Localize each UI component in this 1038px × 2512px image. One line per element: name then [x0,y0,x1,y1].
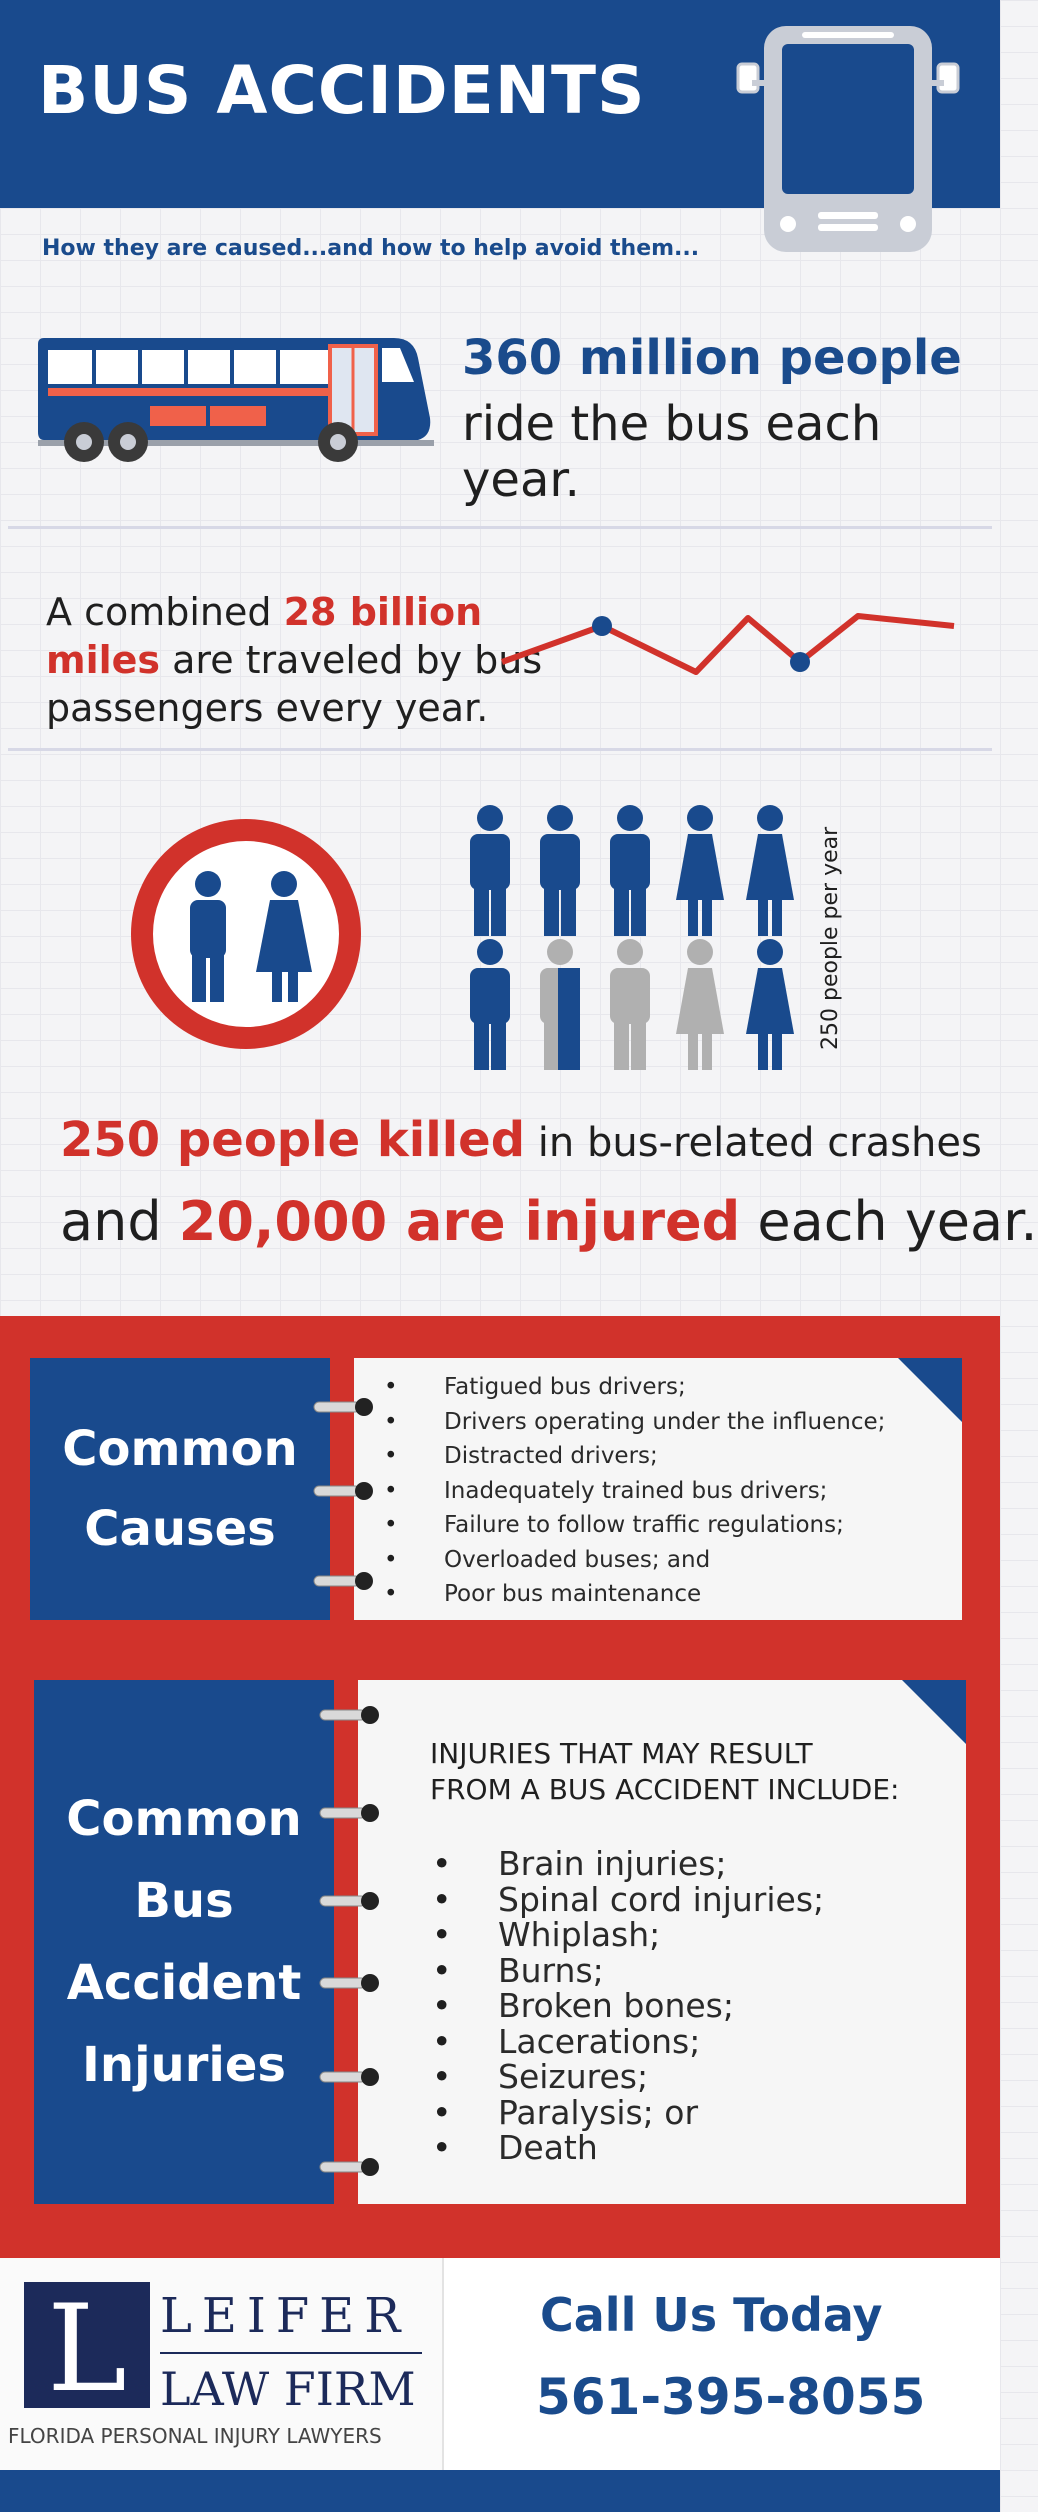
firm-name-2: LAW FIRM [160,2362,416,2416]
list-item: • Paralysis; or [498,2095,824,2131]
miles-highlight: 28 billion miles [46,590,483,682]
list-item: • Drivers operating under the influence; [444,1405,885,1440]
people-circle-icon [126,814,366,1054]
subtitle: How they are caused...and how to help avoid them... [42,236,700,261]
injured-highlight: 20,000 are injured [178,1190,741,1253]
call-label: Call Us Today [540,2288,883,2342]
list-item: • Whiplash; [498,1917,824,1953]
list-item: • Inadequately trained bus drivers; [444,1474,885,1509]
causes-tab [30,1358,330,1620]
injuries-heading [430,1736,990,1808]
notebook-ring-icon [318,1802,382,1824]
list-item: • Failure to follow traffic regulations; [444,1508,885,1543]
riders-text: ride the bus each year. [462,396,882,508]
footer-bar [0,2470,1000,2512]
causes-tab-line2: Causes [84,1501,276,1557]
notebook-ring-icon [318,1972,382,1994]
bus-front-icon [718,24,978,236]
list-item: • Burns; [498,1953,824,1989]
section-divider [8,526,992,529]
injuries-tab-line: Injuries [82,2037,286,2093]
people-per-year-icons [462,800,822,1070]
injuries-heading-line2: FROM A BUS ACCIDENT INCLUDE: [430,1773,900,1806]
firm-name-1: LEIFER [160,2288,411,2344]
killed-text: in bus-related crashes [525,1120,982,1166]
line-trend-icon [498,592,958,682]
notebook-ring-icon [312,1570,376,1592]
notebook-ring-icon [312,1396,376,1418]
per-year-label: 250 people per year [818,826,843,1050]
injured-stat [60,1190,1038,1253]
injuries-tab-line: Bus [134,1873,234,1929]
injuries-tab [34,1680,334,2204]
section-divider [8,748,992,751]
notebook-ring-icon [318,2156,382,2178]
list-item: • Poor bus maintenance [444,1577,885,1612]
causes-list [444,1370,885,1612]
notebook-ring-icon [318,2066,382,2088]
firm-tagline: FLORIDA PERSONAL INJURY LAWYERS [8,2424,382,2448]
logo-divider [160,2352,422,2354]
causes-tab-line1: Common [62,1421,298,1477]
list-item: • Distracted drivers; [444,1439,885,1474]
miles-text-1: A combined [46,590,284,634]
law-firm-logo-mark [24,2280,150,2419]
phone-number[interactable]: 561-395-8055 [536,2368,926,2426]
law-firm-logo [0,2258,444,2470]
causes-card [354,1358,962,1620]
list-item: • Fatigued bus drivers; [444,1370,885,1405]
list-item: • Spinal cord injuries; [498,1882,824,1918]
injured-prefix: and [60,1190,179,1253]
bus-side-icon [34,328,434,468]
miles-stat [46,588,566,732]
svg-text:L: L [47,2280,127,2419]
injured-text: each year. [740,1190,1038,1253]
page-title: BUS ACCIDENTS [38,52,646,129]
list-item: • Brain injuries; [498,1846,824,1882]
injuries-card [358,1680,966,2204]
notebook-ring-icon [318,1890,382,1912]
injuries-tab-line: Accident [66,1955,302,2011]
miles-text-2: are traveled by bus passengers every year. [46,638,543,730]
injuries-tab-line: Common [66,1791,302,1847]
notebook-ring-icon [318,1704,382,1726]
list-item: • Seizures; [498,2059,824,2095]
riders-number: 360 million people [462,330,962,386]
notebook-ring-icon [312,1480,376,1502]
info-panel [0,1316,1000,2258]
killed-stat [60,1112,982,1168]
list-item: • Death [498,2130,824,2166]
list-item: • Overloaded buses; and [444,1543,885,1578]
killed-highlight: 250 people killed [60,1112,526,1168]
injuries-heading-line1: INJURIES THAT MAY RESULT [430,1737,813,1770]
injuries-list [498,1846,824,2166]
header-banner [0,0,1000,208]
list-item: • Broken bones; [498,1988,824,2024]
list-item: • Lacerations; [498,2024,824,2060]
